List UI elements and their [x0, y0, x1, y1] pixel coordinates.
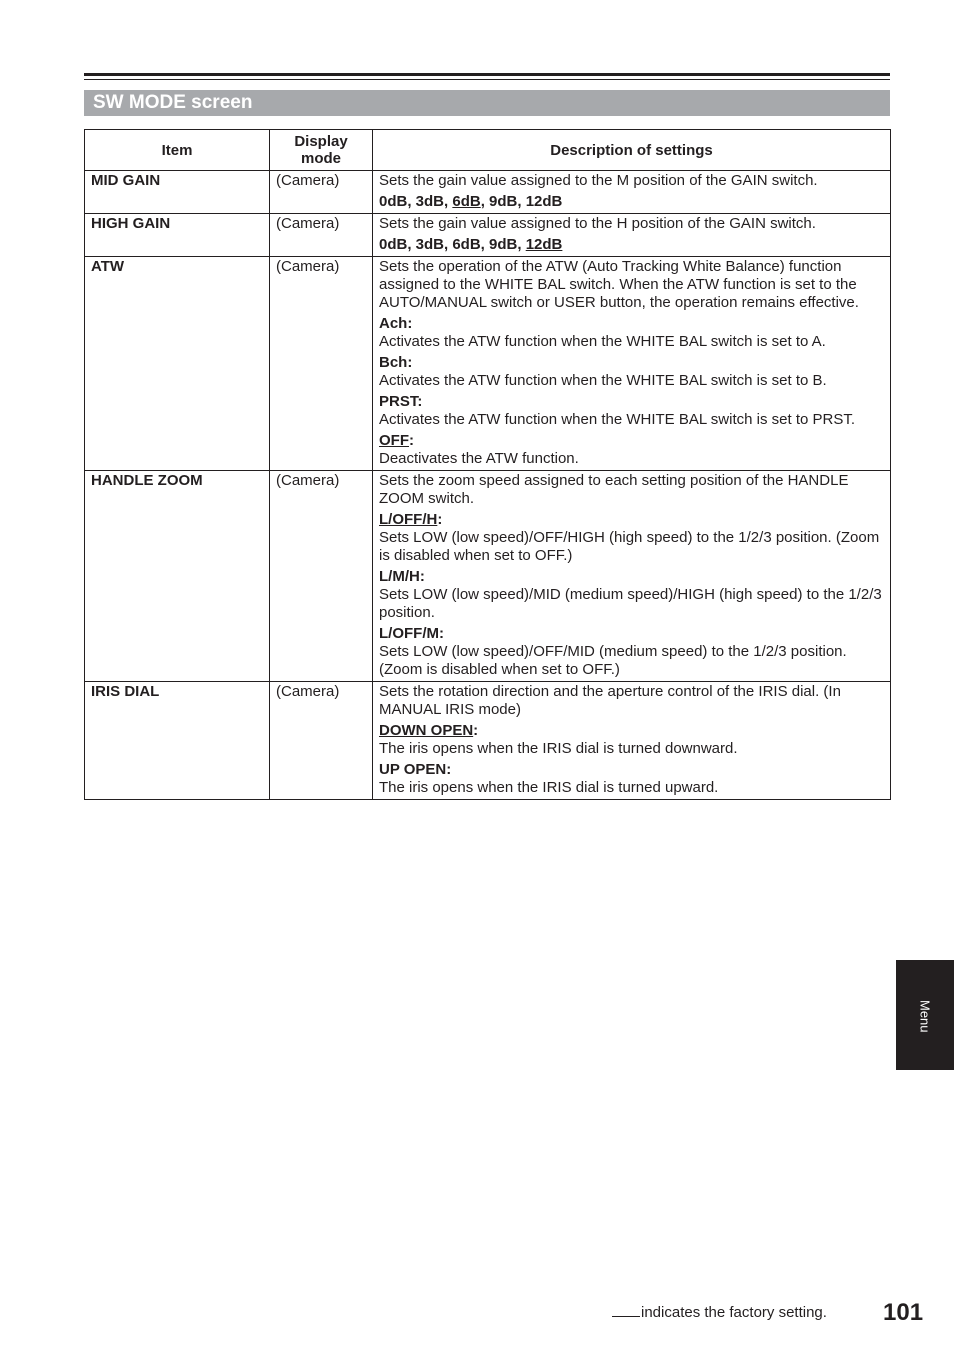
header-rule-thick — [84, 73, 890, 76]
item-name: HIGH GAIN — [85, 214, 270, 257]
option-label: Bch: — [379, 354, 413, 371]
option-colon: : — [437, 511, 443, 528]
option-label: PRST: — [379, 393, 423, 410]
settings-table — [84, 129, 891, 800]
description-cell — [373, 257, 891, 471]
option-label: L/M/H: — [379, 568, 425, 585]
option-block — [379, 354, 885, 390]
description-text: Sets the gain value assigned to the M position of the GAIN switch. — [379, 172, 818, 189]
description-text: Sets the rotation direction and the aperture control of the IRIS dial. (In MANUAL IRIS mode) — [379, 683, 841, 718]
option-text: The iris opens when the IRIS dial is turned upward. — [379, 779, 719, 796]
option-text: Deactivates the ATW function. — [379, 450, 579, 467]
option-label: UP OPEN: — [379, 761, 452, 778]
option-values — [379, 236, 885, 254]
page-number: 101 — [883, 1299, 924, 1326]
option-block — [379, 315, 885, 351]
description-text: Sets the gain value assigned to the H position of the GAIN switch. — [379, 215, 816, 232]
header-display-mode: Display mode — [270, 130, 373, 171]
option-block — [379, 761, 885, 797]
section-title: SW MODE screen — [84, 90, 890, 116]
header-item: Item — [85, 130, 270, 171]
option-block — [379, 432, 885, 468]
table-row — [85, 257, 891, 471]
item-name: MID GAIN — [85, 171, 270, 214]
factory-setting-note — [612, 1303, 827, 1322]
option-values-b: , 9dB, 12dB — [480, 193, 563, 210]
option-label: L/OFF/H — [379, 511, 438, 528]
item-name: IRIS DIAL — [85, 682, 270, 800]
option-values-a: 0dB, 3dB, 6dB, 9dB, — [379, 236, 526, 253]
option-colon: : — [473, 722, 479, 739]
item-name: HANDLE ZOOM — [85, 471, 270, 682]
option-label: L/OFF/M: — [379, 625, 444, 642]
description-cell — [373, 171, 891, 214]
description-text: Sets the zoom speed assigned to each setting position of the HANDLE ZOOM switch. — [379, 472, 849, 507]
option-text: The iris opens when the IRIS dial is turned downward. — [379, 740, 738, 757]
display-mode: (Camera) — [270, 471, 373, 682]
table-row — [85, 471, 891, 682]
factory-setting-note-text: indicates the factory setting. — [641, 1304, 827, 1321]
header-description: Description of settings — [373, 130, 891, 171]
description-cell — [373, 471, 891, 682]
option-block — [379, 393, 885, 429]
underline-sample — [612, 1303, 640, 1317]
option-text: Sets LOW (low speed)/OFF/HIGH (high speed) to the 1/2/3 position. (Zoom is disabled when set to OFF.) — [379, 529, 880, 564]
chapter-tab-label: Menu — [917, 1000, 933, 1033]
option-text: Activates the ATW function when the WHITE BAL switch is set to B. — [379, 372, 827, 389]
option-values — [379, 193, 885, 211]
factory-default-value: 12dB — [525, 236, 563, 253]
option-label-wrap — [379, 432, 885, 450]
item-name: ATW — [85, 257, 270, 471]
option-block — [379, 625, 885, 679]
option-values-a: 0dB, 3dB, — [379, 193, 453, 210]
factory-default-value: 6dB — [452, 193, 481, 210]
description-cell — [373, 214, 891, 257]
header-rule-thin — [84, 79, 890, 80]
option-label-wrap — [379, 722, 885, 740]
description-text: Sets the operation of the ATW (Auto Tracking White Balance) function assigned to the WHITE BAL switch. When the ATW function is set to the AUTO/MANUAL switch or USER button, the operation remains effective. — [379, 258, 859, 311]
table-row — [85, 171, 891, 214]
option-label: OFF — [379, 432, 409, 449]
display-mode: (Camera) — [270, 682, 373, 800]
option-text: Sets LOW (low speed)/MID (medium speed)/HIGH (high speed) to the 1/2/3 position. — [379, 586, 882, 621]
description-cell — [373, 682, 891, 800]
chapter-tab — [896, 960, 954, 1070]
option-text: Activates the ATW function when the WHITE BAL switch is set to A. — [379, 333, 826, 350]
option-label: Ach: — [379, 315, 413, 332]
option-block — [379, 511, 885, 565]
option-block — [379, 722, 885, 758]
option-label: DOWN OPEN — [379, 722, 474, 739]
display-mode: (Camera) — [270, 257, 373, 471]
display-mode: (Camera) — [270, 214, 373, 257]
display-mode: (Camera) — [270, 171, 373, 214]
option-text: Sets LOW (low speed)/OFF/MID (medium speed) to the 1/2/3 position. (Zoom is disabled when set to OFF.) — [379, 643, 847, 678]
option-block — [379, 568, 885, 622]
table-header-row — [85, 130, 891, 171]
table-row — [85, 214, 891, 257]
option-label-wrap — [379, 511, 885, 529]
option-text: Activates the ATW function when the WHITE BAL switch is set to PRST. — [379, 411, 856, 428]
option-colon: : — [409, 432, 414, 449]
table-row — [85, 682, 891, 800]
